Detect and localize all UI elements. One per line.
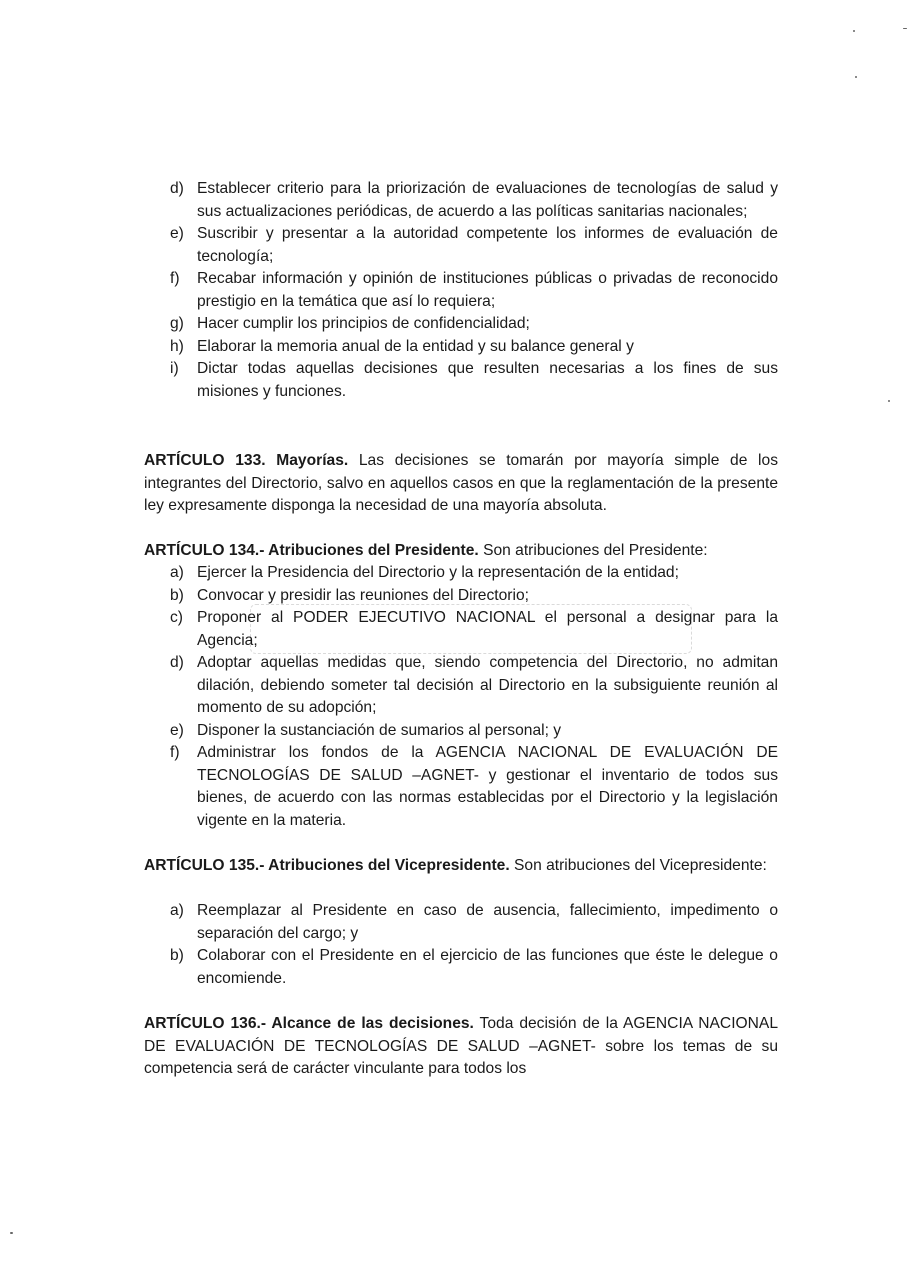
list-item bbox=[170, 585, 778, 608]
list-item bbox=[170, 562, 778, 585]
list-marker: a) bbox=[170, 902, 184, 919]
list-marker: b) bbox=[170, 947, 184, 964]
list-item-text: Adoptar aquellas medidas que, siendo competencia del Directorio, no admitan dilación, debiendo someter tal decisión al Directorio en la subsiguiente reunión al momento de su adopción; bbox=[197, 654, 778, 716]
list-item bbox=[170, 358, 778, 403]
list-article-135 bbox=[170, 900, 778, 990]
list-item-text: Reemplazar al Presidente en caso de ausencia, fallecimiento, impedimento o separación del cargo; y bbox=[197, 902, 778, 942]
list-item bbox=[170, 178, 778, 223]
article-134 bbox=[144, 540, 778, 563]
list-item-text: Recabar información y opinión de instituciones públicas o privadas de reconocido prestigio en la temática que así lo requiera; bbox=[197, 270, 778, 310]
article-133 bbox=[144, 450, 778, 518]
list-marker: h) bbox=[170, 337, 184, 355]
list-article-134 bbox=[170, 562, 778, 832]
list-item-text: Elaborar la memoria anual de la entidad y su balance general y bbox=[197, 337, 634, 355]
list-item-text: Colaborar con el Presidente en el ejercicio de las funciones que éste le delegue o encomiende. bbox=[197, 947, 778, 987]
list-marker: e) bbox=[170, 721, 184, 739]
list-marker: f) bbox=[170, 744, 180, 761]
list-item-text: Establecer criterio para la priorización de evaluaciones de tecnologías de salud y sus actualizaciones periódicas, de acuerdo a las políticas sanitarias nacionales; bbox=[197, 180, 778, 220]
list-item bbox=[170, 223, 778, 268]
article-135-body: Son atribuciones del Vicepresidente: bbox=[509, 857, 767, 874]
article-134-heading: ARTÍCULO 134.- Atribuciones del Presidente. bbox=[144, 542, 479, 559]
article-133-body: Las decisiones se tomarán por mayoría simple de los integrantes del Directorio, salvo en aquellos casos en que la reglamentación de la presente ley expresamente disponga la necesidad de una mayoría absoluta. bbox=[144, 452, 778, 514]
list-marker: a) bbox=[170, 564, 184, 581]
list-item-text: Administrar los fondos de la AGENCIA NACIONAL DE EVALUACIÓN DE TECNOLOGÍAS DE SALUD –AGNET- y gestionar el inventario de todos sus bienes, de acuerdo con las normas establecidas por el Directorio y la legislación vigente en la materia. bbox=[197, 744, 778, 829]
article-134-body: Son atribuciones del Presidente: bbox=[478, 542, 708, 559]
scan-speck bbox=[10, 1232, 13, 1234]
article-136-heading: ARTÍCULO 136.- Alcance de las decisiones. bbox=[144, 1015, 474, 1032]
list-item bbox=[170, 607, 778, 652]
list-item bbox=[170, 313, 778, 336]
article-135 bbox=[144, 855, 778, 878]
list-marker: d) bbox=[170, 180, 184, 197]
list-item bbox=[170, 336, 778, 359]
list-marker: e) bbox=[170, 225, 184, 242]
list-item-text: Convocar y presidir las reuniones del Directorio; bbox=[197, 586, 529, 604]
list-item bbox=[170, 742, 778, 832]
list-item bbox=[170, 945, 778, 990]
list-item bbox=[170, 652, 778, 720]
list-item bbox=[170, 268, 778, 313]
list-item-text: Ejercer la Presidencia del Directorio y la representación de la entidad; bbox=[197, 564, 679, 581]
list-marker: b) bbox=[170, 586, 184, 604]
scan-speck bbox=[853, 30, 855, 32]
article-136-body: Toda decisión de la AGENCIA NACIONAL DE EVALUACIÓN DE TECNOLOGÍAS DE SALUD –AGNET- sobre los temas de su competencia será de carácter vinculante para todos los bbox=[144, 1015, 778, 1077]
list-item-text: Hacer cumplir los principios de confidencialidad; bbox=[197, 315, 530, 332]
article-136 bbox=[144, 1013, 778, 1081]
list-item-text: Suscribir y presentar a la autoridad competente los informes de evaluación de tecnología; bbox=[197, 225, 778, 265]
list-marker: c) bbox=[170, 609, 183, 626]
list-marker: f) bbox=[170, 270, 180, 287]
list-item bbox=[170, 720, 778, 743]
article-133-heading: ARTÍCULO 133. Mayorías. bbox=[144, 452, 349, 469]
scan-speck bbox=[888, 400, 890, 402]
list-item-text: Dictar todas aquellas decisiones que resulten necesarias a los fines de sus misiones y funciones. bbox=[197, 360, 778, 400]
list-marker: d) bbox=[170, 654, 184, 671]
list-item-text: Proponer al PODER EJECUTIVO NACIONAL el personal a designar para la Agencia; bbox=[197, 609, 778, 649]
list-item bbox=[170, 900, 778, 945]
scan-speck bbox=[855, 76, 857, 78]
list-top bbox=[170, 178, 778, 403]
article-135-heading: ARTÍCULO 135.- Atribuciones del Vicepresidente. bbox=[144, 857, 510, 874]
list-marker: i) bbox=[170, 360, 179, 377]
list-marker: g) bbox=[170, 315, 184, 332]
list-item-text: Disponer la sustanciación de sumarios al personal; y bbox=[197, 721, 562, 739]
scan-speck bbox=[903, 28, 907, 29]
